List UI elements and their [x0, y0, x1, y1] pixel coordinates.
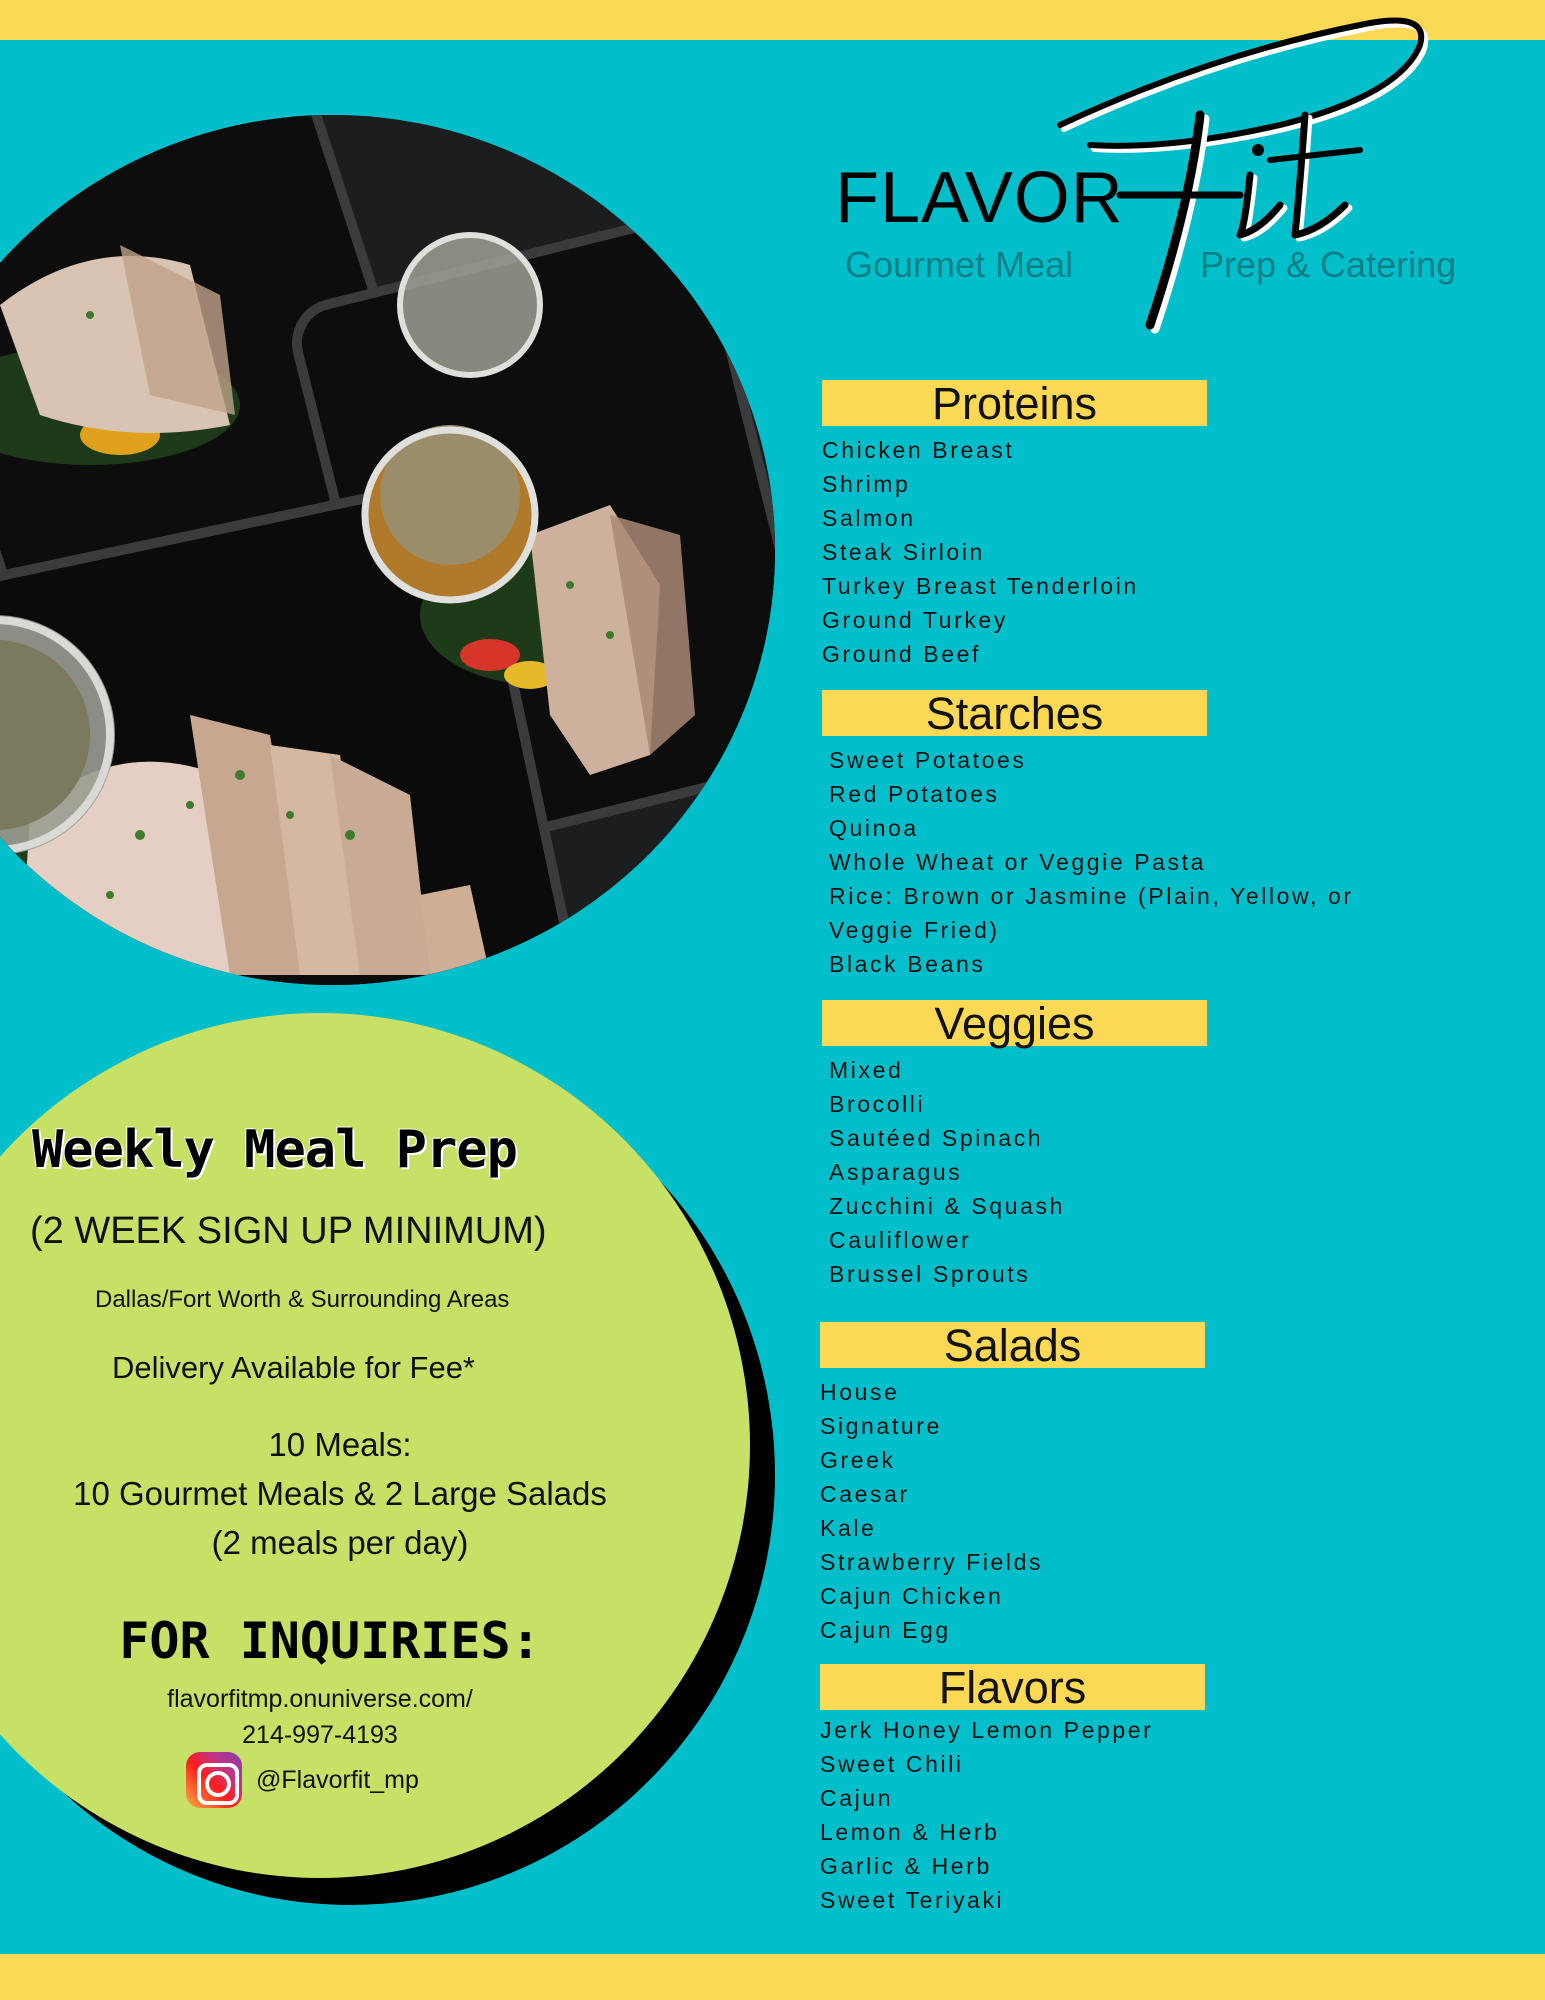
list-item: Veggie Fried)	[829, 917, 1000, 943]
brand-tagline-left: Gourmet Meal	[845, 244, 1074, 285]
salads-list	[820, 1375, 1205, 1647]
section-heading-starches: Starches	[822, 690, 1207, 736]
list-item: Cajun Egg	[820, 1617, 951, 1643]
list-item: Red Potatoes	[829, 781, 1000, 807]
list-item: Ground Turkey	[822, 607, 1008, 633]
fit-script-logo	[1130, 55, 1430, 335]
menu-section-salads	[820, 1322, 1205, 1647]
list-item: Black Beans	[829, 951, 986, 977]
list-item: Ground Beef	[822, 641, 982, 667]
plan-line-1: 10 Meals:	[268, 1426, 412, 1463]
meal-plan	[20, 1420, 660, 1567]
list-item: Sweet Teriyaki	[820, 1887, 1005, 1913]
list-item: Lemon & Herb	[820, 1819, 1000, 1845]
list-item: Signature	[820, 1413, 942, 1439]
list-item: Shrimp	[822, 471, 911, 497]
service-area: Dallas/Fort Worth & Surrounding Areas	[95, 1286, 510, 1313]
meal-prep-illustration	[0, 115, 775, 985]
inquiries-heading: FOR INQUIRIES:	[119, 1612, 541, 1670]
list-item: Steak Sirloin	[822, 539, 985, 565]
veggies-list	[822, 1053, 1207, 1291]
menu-section-starches	[822, 690, 1354, 981]
instagram-icon	[186, 1752, 242, 1808]
signup-minimum: (2 WEEK SIGN UP MINIMUM)	[30, 1210, 547, 1252]
list-item: Brussel Sprouts	[829, 1261, 1031, 1287]
list-item: Cajun Chicken	[820, 1583, 1004, 1609]
list-item: Turkey Breast Tenderloin	[822, 573, 1139, 599]
list-item: Greek	[820, 1447, 896, 1473]
list-item: Brocolli	[829, 1091, 926, 1117]
instagram-handle: @Flavorfit_mp	[256, 1765, 419, 1794]
section-heading-veggies: Veggies	[822, 1000, 1207, 1046]
list-item: Asparagus	[829, 1159, 963, 1185]
brand-name-plain: FLAVOR	[835, 158, 1124, 238]
list-item: Sweet Chili	[820, 1751, 964, 1777]
list-item: Jerk Honey Lemon Pepper	[820, 1717, 1154, 1743]
website-link[interactable]: flavorfitmp.onuniverse.com/	[167, 1685, 473, 1713]
list-item: Sweet Potatoes	[829, 747, 1027, 773]
list-item: Zucchini & Squash	[829, 1193, 1065, 1219]
list-item: Quinoa	[829, 815, 919, 841]
list-item: Kale	[820, 1515, 877, 1541]
instagram-contact[interactable]	[186, 1752, 419, 1808]
list-item: Sautéed Spinach	[829, 1125, 1044, 1151]
menu-section-proteins	[822, 380, 1207, 671]
menu-section-flavors	[820, 1664, 1205, 1917]
menu-section-veggies	[822, 1000, 1207, 1291]
phone-number[interactable]: 214-997-4193	[242, 1721, 398, 1749]
proteins-list	[822, 433, 1207, 671]
list-item: Whole Wheat or Veggie Pasta	[829, 849, 1207, 875]
section-heading-salads: Salads	[820, 1322, 1205, 1368]
section-heading-flavors: Flavors	[820, 1664, 1205, 1710]
list-item: Cajun	[820, 1785, 894, 1811]
delivery-note: Delivery Available for Fee*	[112, 1350, 475, 1385]
brand-logo-script	[1130, 55, 1430, 335]
promo-title: Weekly Meal Prep	[32, 1120, 517, 1180]
meal-prep-photo	[0, 115, 775, 985]
list-item: House	[820, 1379, 900, 1405]
section-heading-proteins: Proteins	[822, 380, 1207, 426]
list-item: Cauliflower	[829, 1227, 972, 1253]
list-item: Strawberry Fields	[820, 1549, 1044, 1575]
list-item: Mixed	[829, 1057, 904, 1083]
flavors-list	[820, 1713, 1205, 1917]
list-item: Rice: Brown or Jasmine (Plain, Yellow, or	[829, 883, 1354, 909]
brand-tagline-right: Prep & Catering	[1200, 244, 1457, 285]
plan-line-2: 10 Gourmet Meals & 2 Large Salads	[73, 1475, 607, 1512]
bottom-yellow-band	[0, 1954, 1545, 2000]
list-item: Garlic & Herb	[820, 1853, 992, 1879]
list-item: Chicken Breast	[822, 437, 1015, 463]
list-item: Caesar	[820, 1481, 910, 1507]
starches-list	[822, 743, 1354, 981]
list-item: Salmon	[822, 505, 916, 531]
plan-line-3: (2 meals per day)	[211, 1524, 469, 1561]
